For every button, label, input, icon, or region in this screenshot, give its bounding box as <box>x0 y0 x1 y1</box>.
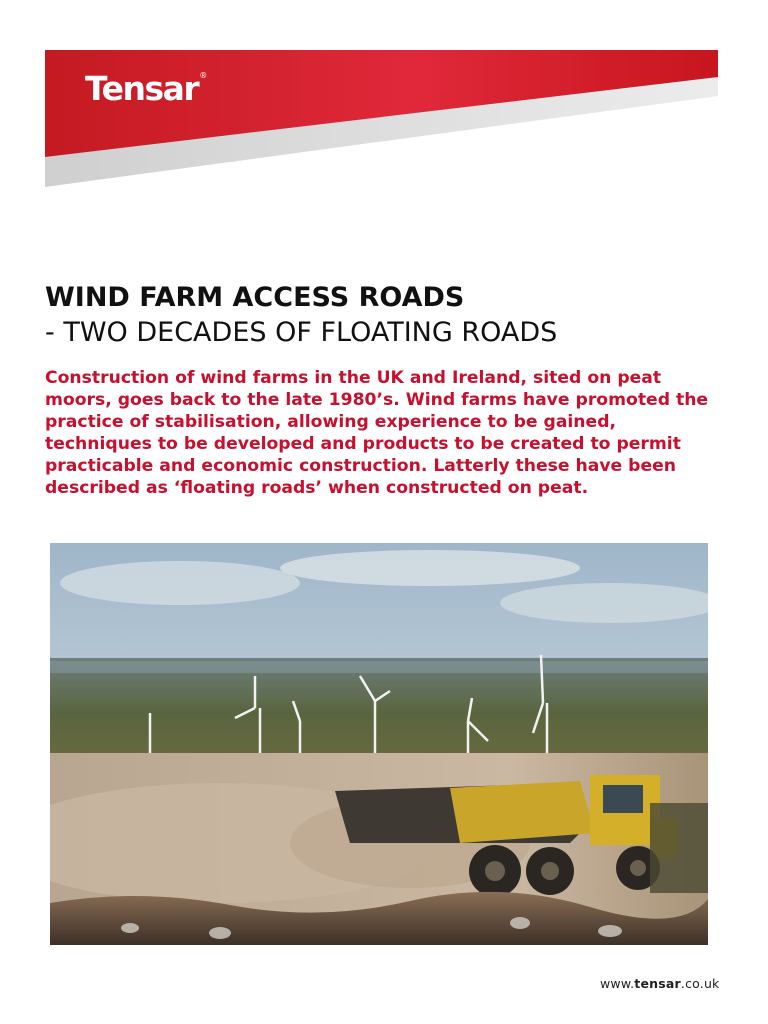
url-brand: tensar <box>634 976 681 991</box>
stone <box>598 925 622 937</box>
roadside-vegetation <box>650 803 708 893</box>
wind-farm-photo <box>50 543 708 945</box>
url-suffix: .co.uk <box>680 976 720 991</box>
truck-hub <box>541 862 559 880</box>
cloud <box>60 561 300 605</box>
logo-text: Tensar <box>85 69 199 108</box>
registered-mark: ® <box>199 71 208 80</box>
distant-landscape <box>50 658 708 768</box>
truck-dumper <box>450 781 595 843</box>
page-subtitle: - TWO DECADES OF FLOATING ROADS <box>45 317 558 348</box>
truck-window <box>603 785 643 813</box>
truck-hub <box>630 860 646 876</box>
truck-hub <box>485 861 505 881</box>
horizon-haze <box>50 661 708 673</box>
stone <box>121 923 139 933</box>
photo-illustration <box>50 543 708 945</box>
page-title: WIND FARM ACCESS ROADS <box>45 282 465 313</box>
cloud <box>280 550 580 586</box>
stone <box>209 927 231 939</box>
stone <box>510 917 530 929</box>
url-prefix: www. <box>600 976 635 991</box>
footer-url[interactable] <box>600 976 720 991</box>
tensar-logo <box>85 69 208 108</box>
intro-paragraph: Construction of wind farms in the UK and Ireland, sited on peat moors, goes back to the late 1980’s. Wind farms have promoted the practice of stabilisation, allowing experience to be gained, techniques to be developed and products to be created to permit practicable and economic construction. Latterly these have been described as ‘floating roads’ when constructed on peat. <box>45 368 709 498</box>
